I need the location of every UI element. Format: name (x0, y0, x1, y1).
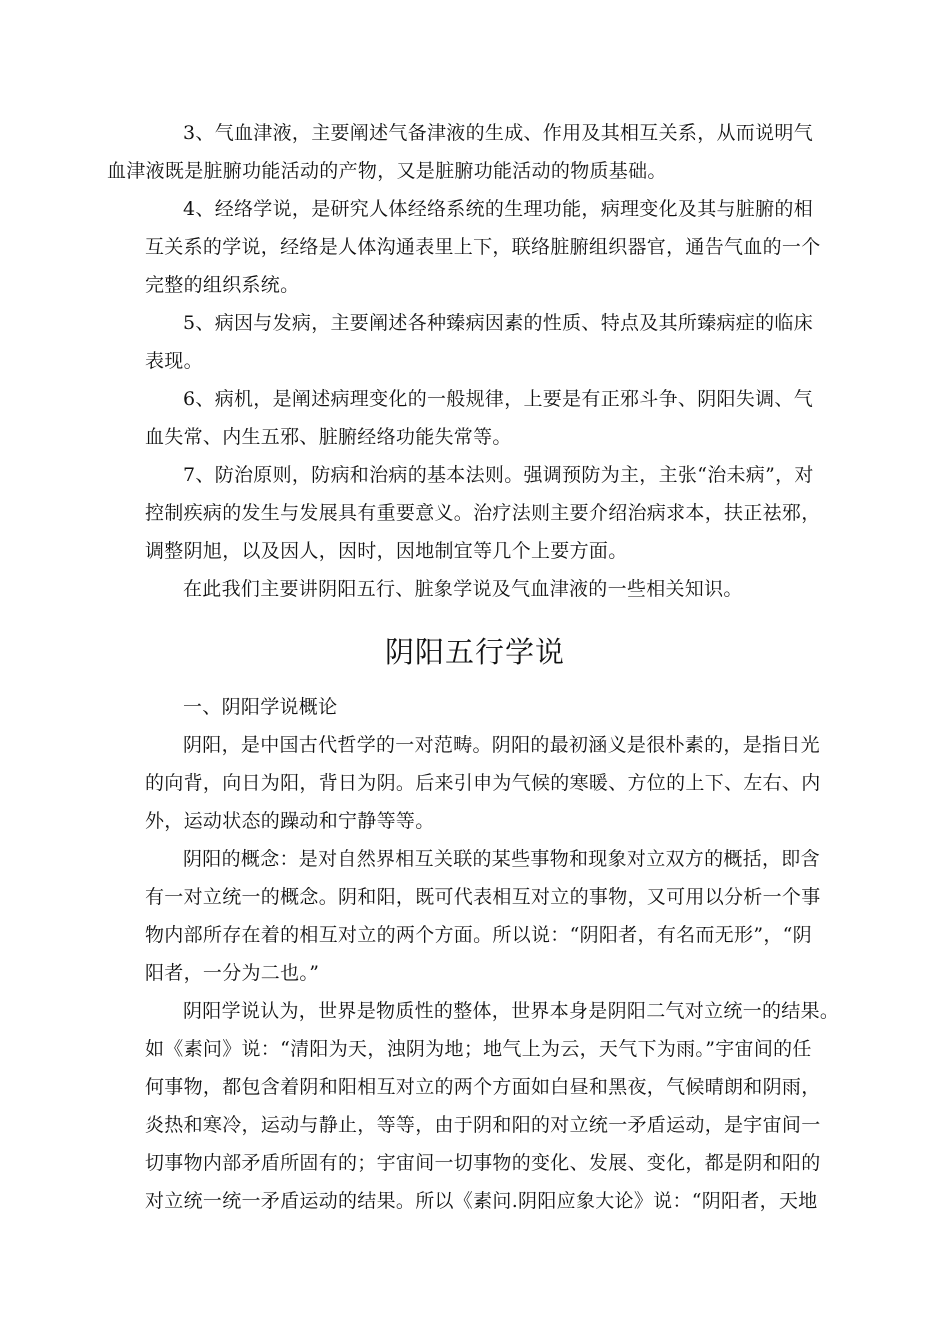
paragraph-yin-yang-concept (145, 840, 821, 992)
text-line: 切事物内部矛盾所固有的；宇宙间一切事物的变化、发展、变化，都是阴和阳的 (145, 1152, 821, 1174)
text-line: 7、防治原则，防病和治病的基本法则。强调预防为主，主张“治未病”，对 (183, 464, 814, 486)
text-line: 完整的组织系统。 (145, 274, 300, 296)
subheading-yin-yang-overview (145, 688, 810, 726)
text-line: 物内部所存在着的相互对立的两个方面。所以说：“阴阳者，有名而无形”，“阴 (145, 924, 812, 946)
text-line: 如《素问》说：“清阳为天，浊阴为地；地气上为云，天气下为雨。”宇宙间的任 (145, 1038, 812, 1060)
paragraph-yin-yang-definition (145, 726, 821, 840)
text-line: 的向背，向日为阳，背日为阴。后来引申为气候的寒暖、方位的上下、左右、内 (145, 772, 821, 794)
body-text-block (145, 688, 840, 1220)
text-line: 4、经络学说，是研究人体经络系统的生理功能，病理变化及其与脏腑的相 (183, 198, 813, 220)
text-line: 血失常、内生五邪、脏腑经络功能失常等。 (145, 426, 512, 448)
text-line: 阴阳的概念：是对自然界相互关联的某些事物和现象对立双方的概括，即含 (183, 848, 820, 870)
text-line: 表现。 (145, 350, 203, 372)
text-line: 3、气血津液，主要阐述气备津液的生成、作用及其相互关系，从而说明气 (183, 122, 813, 144)
paragraph-yin-yang-theory (145, 992, 840, 1220)
text-line: 5、病因与发病，主要阐述各种臻病因素的性质、特点及其所臻病症的临床 (183, 312, 813, 334)
paragraph-focus-statement (145, 570, 810, 608)
paragraph-etiology (145, 304, 813, 380)
text-line: 阴阳学说认为，世界是物质性的整体，世界本身是阴阳二气对立统一的结果。 (183, 1000, 840, 1022)
text-line: 6、病机，是阐述病理变化的一般规律，上要是有正邪斗争、阴阳失调、气 (183, 388, 813, 410)
text-line: 在此我们主要讲阴阳五行、脏象学说及气血津液的一些相关知识。 (183, 578, 743, 600)
text-line: 一、阴阳学说概论 (183, 696, 338, 718)
text-line: 外，运动状态的躁动和宁静等等。 (145, 810, 435, 832)
paragraph-qi-blood-fluids (107, 114, 813, 190)
text-line: 炎热和寒冷，运动与静止，等等，由于阴和阳的对立统一矛盾运动，是宇宙间一 (145, 1114, 821, 1136)
text-line: 控制疾病的发生与发展具有重要意义。治疗法则主要介绍治病求本，扶正祛邪， (145, 502, 821, 524)
paragraph-meridians (145, 190, 821, 304)
text-line: 血津液既是脏腑功能活动的产物，又是脏腑功能活动的物质基础。 (107, 160, 667, 182)
text-line: 有一对立统一的概念。阴和阳，既可代表相互对立的事物，又可用以分析一个事 (145, 886, 821, 908)
text-line: 调整阴旭，以及因人，因时，因地制宜等几个上要方面。 (145, 540, 628, 562)
text-line: 阳者，一分为二也。” (145, 962, 320, 984)
intro-text-block (107, 114, 821, 608)
text-line: 互关系的学说，经络是人体沟通表里上下，联络脏腑组织器官，通告气血的一个 (145, 236, 821, 258)
text-line: 对立统一统一矛盾运动的结果。所以《素问.阴阳应象大论》说：“阴阳者，天地 (145, 1190, 818, 1212)
paragraph-pathogenesis (145, 380, 813, 456)
section-title: 阴阳五行学说 (384, 635, 565, 669)
text-line: 阴阳，是中国古代哲学的一对范畴。阴阳的最初涵义是很朴素的，是指日光 (183, 734, 820, 756)
paragraph-treatment-principles (145, 456, 821, 570)
text-line: 何事物，都包含着阴和阳相互对立的两个方面如白昼和黑夜，气候晴朗和阴雨， (145, 1076, 821, 1098)
